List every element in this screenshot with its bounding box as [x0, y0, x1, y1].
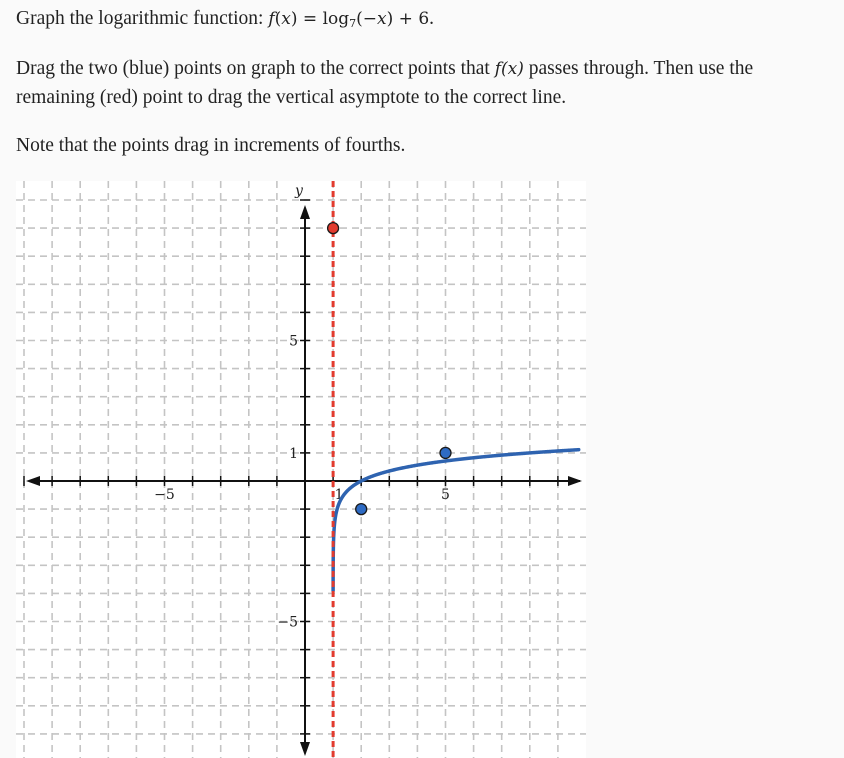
- x-axis-arrow-right: [568, 476, 582, 486]
- graph-canvas[interactable]: [16, 181, 586, 758]
- x-axis-arrow-left: [26, 476, 40, 486]
- question-intro: Graph the logarithmic function:: [16, 8, 269, 29]
- formula-base: 7: [349, 17, 357, 30]
- y-tick-label: 1: [289, 445, 298, 462]
- formula-arg-close: ): [386, 9, 394, 29]
- formula-arg-open: (−: [356, 9, 378, 29]
- red-drag-point[interactable]: [328, 223, 339, 234]
- x-tick-label: −5: [154, 487, 175, 503]
- formula-paren-open: (: [274, 9, 282, 29]
- formula-equals: =: [297, 9, 323, 29]
- graph-area[interactable]: [16, 181, 586, 758]
- formula-paren-close: ): [290, 9, 298, 29]
- note-text: Note that the points drag in increments of fourths.: [16, 135, 406, 156]
- formula-x: x: [281, 9, 291, 29]
- y-axis-arrow-down: [300, 742, 310, 756]
- instruction-text-b: passes through. Then use the: [523, 58, 754, 79]
- formula-plus: + 6: [393, 9, 430, 29]
- x-tick-label: 1: [334, 487, 344, 503]
- instruction-fx: f(x): [494, 59, 524, 79]
- y-axis-label: y: [295, 183, 303, 199]
- question-title: [16, 5, 434, 38]
- blue-drag-point-2[interactable]: [440, 447, 451, 458]
- x-tick-label: 5: [441, 487, 450, 503]
- formula-period: .: [429, 8, 435, 29]
- formula-arg-x: x: [377, 9, 387, 29]
- y-tick-label: −5: [277, 614, 298, 631]
- formula-log: log: [322, 9, 350, 29]
- formula-f: f: [268, 9, 275, 29]
- y-tick-label: 5: [289, 333, 298, 350]
- instruction-line-1: [16, 55, 753, 83]
- instruction-line-2: remaining (red) point to drag the vertical asymptote to the correct line.: [16, 87, 567, 108]
- y-axis-arrow-up: [300, 205, 310, 219]
- blue-drag-point-1[interactable]: [356, 504, 367, 515]
- instruction-text-a: Drag the two (blue) points on graph to the correct points that: [16, 58, 495, 79]
- function-curve: [333, 450, 579, 591]
